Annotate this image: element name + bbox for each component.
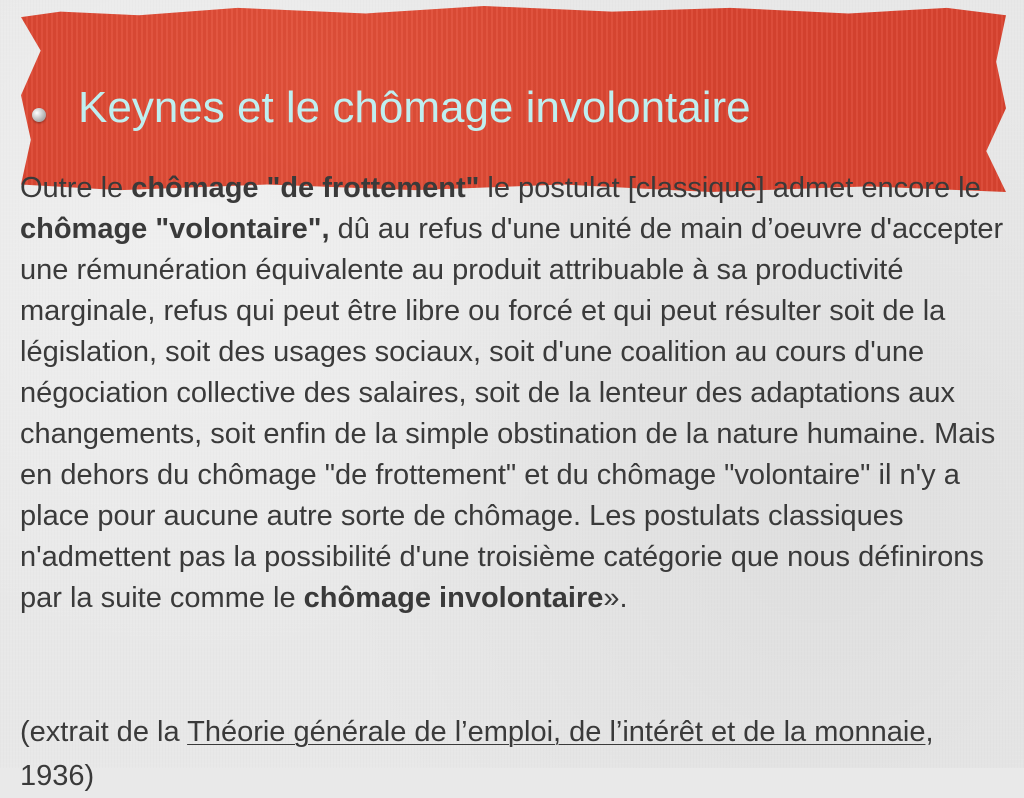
quote-bold-frottement: chômage "de frottement" bbox=[131, 172, 480, 204]
source-prefix: (extrait de la bbox=[20, 716, 188, 748]
quote-text-part-1: Outre le bbox=[20, 172, 132, 204]
quote-text-part-3: dû au refus d'une unité de main d’oeuvre d'accepter une rémunération équivalente au produit attribuable à sa productivité marginale, refus qui peut être libre ou forcé et qui peut résulter soit de la législation, soit des usages sociaux, soit d'une coalition au cours d'une négociation collective des salaires, soit de la lenteur des adaptations aux changements, soit enfin de la simple obstination de la nature humaine. Mais en dehors du chômage "de frottement" et du chômage "volontaire" il n'y a place pour aucune autre sorte de chômage. Les postulats classiques n'admettent pas la possibilité d'une troisième catégorie que nous définirons par la suite comme le bbox=[20, 213, 1004, 614]
bullet-icon bbox=[32, 108, 46, 122]
quote-paragraph bbox=[20, 168, 1010, 619]
quote-bold-volontaire: chômage "volontaire", bbox=[20, 213, 330, 245]
source-suffix: , 1936) bbox=[20, 716, 934, 792]
quote-text-part-2: le postulat [classique] admet encore le bbox=[479, 172, 981, 204]
source-book-title: Théorie générale de l’emploi, de l’intérêt et de la monnaie bbox=[187, 716, 926, 748]
quote-text-part-4: ». bbox=[603, 582, 628, 614]
source-citation bbox=[20, 710, 1010, 798]
slide-title: Keynes et le chômage involontaire bbox=[78, 83, 751, 132]
quote-bold-involontaire: chômage involontaire bbox=[303, 582, 604, 614]
